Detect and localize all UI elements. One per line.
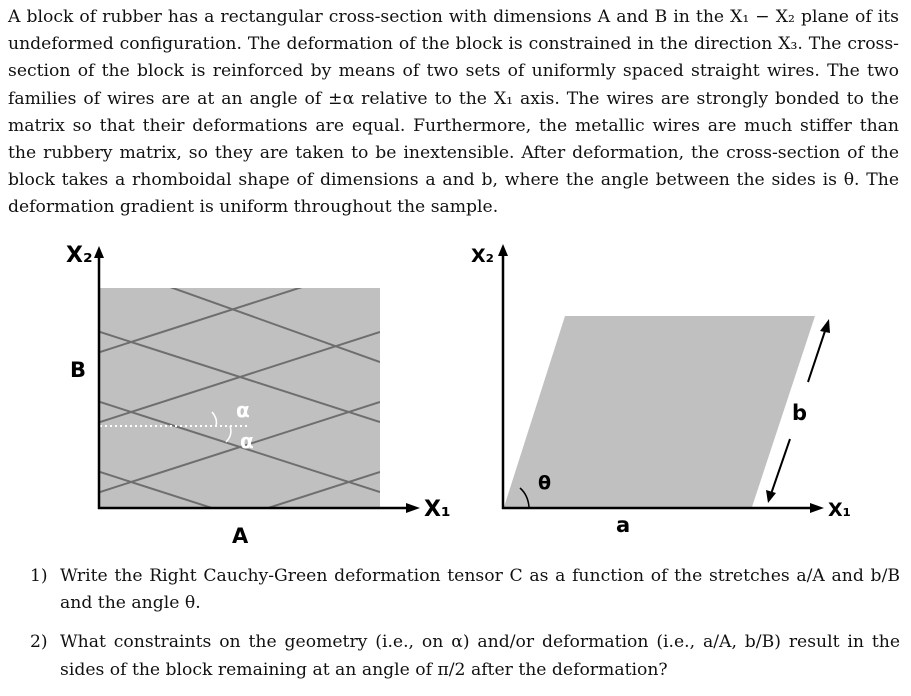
question-1 [30, 563, 900, 617]
width-label-a: a [616, 513, 631, 537]
deformed-figure [471, 244, 851, 537]
theta-label: θ [538, 472, 552, 494]
x1-axis-label-left: X₁ [424, 497, 451, 522]
question-number: 1) [30, 566, 48, 586]
question-number: 2) [30, 632, 48, 653]
side-b-arrow-lower [771, 439, 790, 494]
height-label-B: B [70, 358, 87, 382]
alpha-label-upper: α [236, 398, 250, 422]
side-b-arrowhead-upper [820, 319, 830, 333]
undeformed-figure [66, 243, 451, 552]
x2-arrowhead-left [94, 246, 104, 258]
x2-axis-label-left: X₂ [66, 243, 93, 268]
figure [0, 232, 911, 552]
x1-axis-label-right: X₁ [828, 499, 851, 521]
side-label-b: b [792, 401, 808, 425]
question-text: What constraints on the geometry (i.e., on α) and/or deformation (i.e., a/A, b/B) result in the sides of the block remaining at an angle of π/2 after the deformation? [60, 632, 900, 680]
side-b-arrowhead-lower [766, 490, 776, 503]
question-list [30, 563, 900, 696]
x1-arrowhead-left [406, 503, 420, 513]
alpha-label-lower: α [240, 429, 254, 453]
x1-arrowhead-right [810, 503, 824, 513]
x2-arrowhead-right [498, 244, 508, 256]
side-b-arrow-upper [808, 328, 826, 382]
width-label-A: A [232, 524, 249, 548]
question-text: Write the Right Cauchy-Green deformation tensor C as a function of the stretches a/A and b/B and the angle θ. [60, 566, 900, 614]
x2-axis-label-right: X₂ [471, 245, 494, 267]
problem-statement: A block of rubber has a rectangular cross-section with dimensions A and B in the X₁ − X₂ plane of its undeformed configuration. The deformation of the block is constrained in the direction X₃. The cross-section of the block is reinforced by means of two sets of uniformly spaced straight wires. The two families of wires are at an angle of ±α relative to the X₁ axis. The wires are strongly bonded to the matrix so that their deformations are equal. Furthermore, the metallic wires are much stiffer than the rubbery matrix, so they are taken to be inextensible. After deformation, the cross-section of the block takes a rhomboidal shape of dimensions a and b, where the angle between the sides is θ. The deformation gradient is uniform throughout the sample. [8, 7, 899, 218]
question-2 [30, 629, 900, 683]
